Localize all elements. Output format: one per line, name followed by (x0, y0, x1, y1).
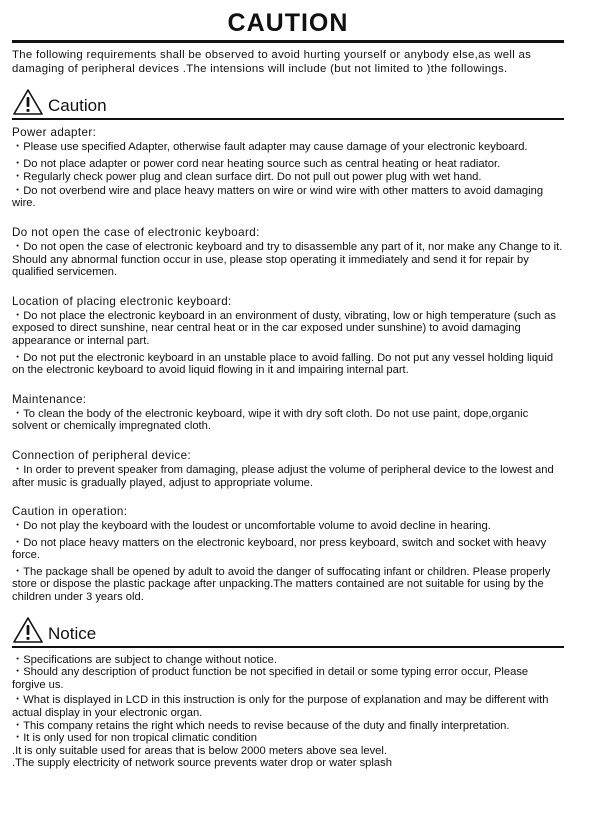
list-item: ・Specifications are subject to change without notice. (12, 653, 277, 666)
list-item: ・Do not open the case of electronic keyboard and try to disassemble any part of it, nor make any Change to it. Should any abnormal function occur in use, please stop operating it immediately and send it for repair by qualified servicemen. (12, 240, 563, 279)
group-location (12, 295, 564, 377)
group-title: Power adapter: (12, 126, 97, 139)
list-item: ・Do not overbend wire and place heavy matters on wire or wind wire with other matters to avoid damaging wire. (12, 184, 544, 210)
caution-heading (12, 88, 564, 116)
warning-triangle-icon (12, 616, 44, 644)
list-item: ・It is only used for non tropical climatic condition (12, 732, 257, 745)
group-title: Maintenance: (12, 392, 87, 406)
group-maintenance (12, 393, 564, 433)
list-item: ・Do not play the keyboard with the loudest or uncomfortable volume to avoid decline in hearing. (12, 520, 491, 533)
list-item: .The supply electricity of network source prevents water drop or water splash (12, 757, 392, 770)
list-item: ・This company retains the right which needs to revise because of the duty and finally interpretation. (12, 719, 510, 732)
group-operation (12, 505, 564, 604)
list-item: ・Please use specified Adapter, otherwise fault adapter may cause damage of your electronic keyboard. (12, 141, 528, 153)
list-item: ・Regularly check power plug and clean surface dirt. Do not pull out power plug with wet hand. (12, 171, 482, 184)
list-item: ・Should any description of product function be not specified in detail or some typing error occur, Please forgive us. (12, 666, 529, 691)
list-item: ・Do not put the electronic keyboard in an unstable place to avoid falling. Do not put any vessel holding liquid on the electronic keyboard to avoid liquid flowing in it and impairing internal part. (12, 351, 554, 377)
group-title: Location of placing electronic keyboard: (12, 294, 232, 308)
notice-title: Notice (48, 623, 97, 643)
caution-groups (12, 126, 564, 604)
group-peripheral-device (12, 449, 564, 489)
manual-page (12, 0, 564, 770)
list-item: ・To clean the body of the electronic keyboard, wipe it with dry soft cloth. Do not use paint, dope,organic solvent or chemically impregnated cloth. (12, 407, 529, 433)
list-item: ・Do not place the electronic keyboard in an environment of dusty, vibrating, low or high temperature (such as exposed to direct sunshine, near central heat or in the car exposed under sunshine) to avoid damaging appearance or internal part. (12, 309, 556, 347)
title-rule (12, 40, 564, 43)
warning-triangle-icon (12, 88, 44, 116)
page-title: CAUTION (227, 9, 349, 37)
caution-title: Caution (48, 96, 107, 115)
notice-rule (12, 646, 564, 648)
intro-paragraph: The following requirements shall be observed to avoid hurting yourself or anybody else,as well as damaging of peripheral devices .The intensions will include (but not limited to )the followings. (12, 49, 532, 75)
group-title: Do not open the case of electronic keyboard: (12, 225, 260, 239)
list-item: ・In order to prevent speaker from damaging, please adjust the volume of peripheral device to the lowest and after music is gradually played, adjust to appropriate volume. (12, 463, 554, 489)
list-item: .It is only suitable used for areas that is below 2000 meters above sea level. (12, 744, 387, 757)
list-item: ・What is displayed in LCD in this instruction is only for the purpose of explanation and may be different with actual display in your electronic organ. (12, 694, 549, 720)
group-title: Caution in operation: (12, 505, 128, 519)
group-power-adapter (12, 126, 564, 210)
list-item: ・Do not place heavy matters on the electronic keyboard, nor press keyboard, switch and socket with heavy force. (12, 536, 547, 562)
group-title: Connection of peripheral device: (12, 448, 192, 462)
notice-list (12, 654, 564, 770)
list-item: ・Do not place adapter or power cord near heating source such as central heating or heat radiator. (12, 157, 501, 170)
list-item: ・The package shall be opened by adult to avoid the danger of suffocating infant or children. Please properly store or dispose the plastic package after unpacking.The matters contained are not suitable for using by the children under 3 years old. (12, 565, 551, 604)
notice-heading (12, 616, 564, 644)
caution-rule (12, 118, 564, 120)
group-do-not-open-case (12, 226, 564, 279)
